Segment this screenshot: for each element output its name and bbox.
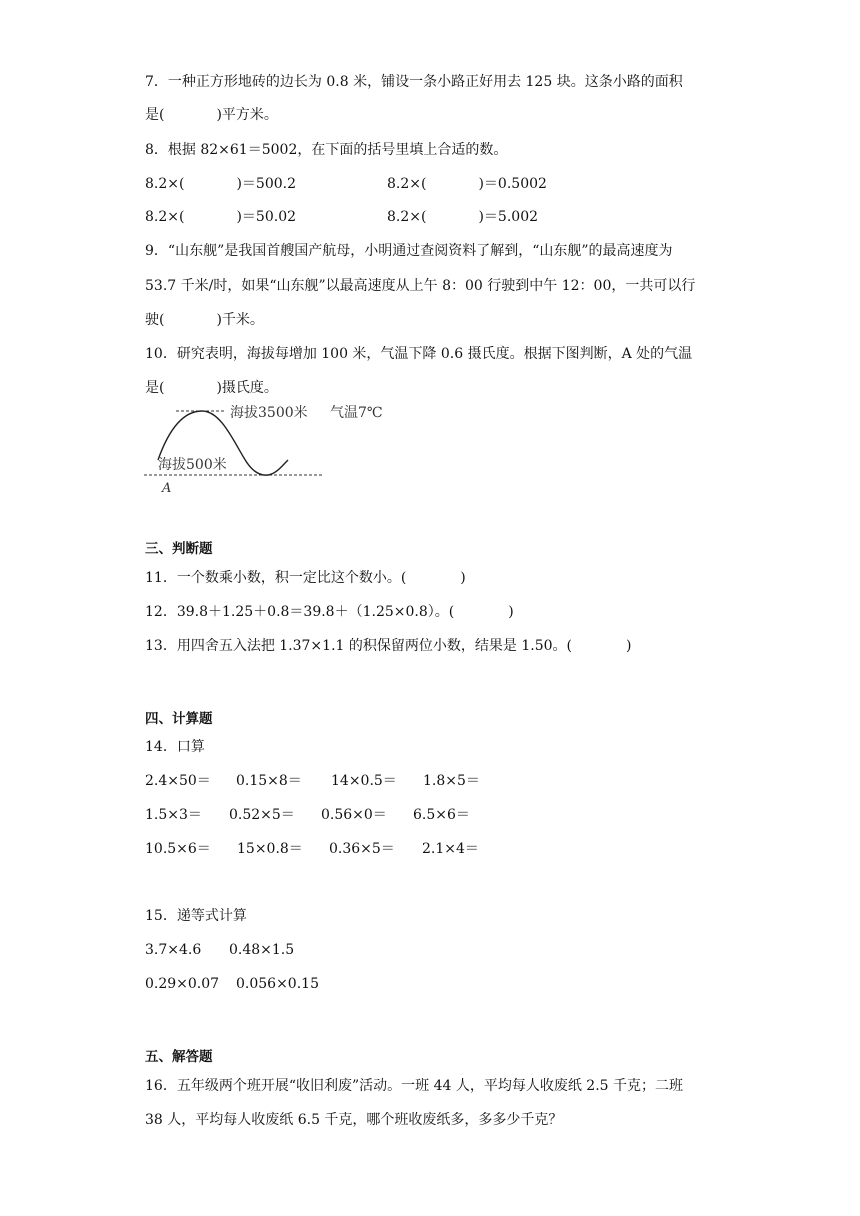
- q10-line1: 10．研究表明，海拔每增加 100 米，气温下降 0.6 摄氏度。根据下图判断，A 处的气温: [145, 346, 693, 362]
- q15-r1-c1: 3.7×4.6: [145, 942, 202, 958]
- q9-line1: 9．“山东舰”是我国首艘国产航母，小明通过查阅资料了解到，“山东舰”的最高速度为: [145, 243, 673, 259]
- q9-blank-open: 驶(: [145, 312, 165, 328]
- q14-r2-c3: 0.56×0＝: [321, 807, 387, 823]
- q14-r2-c1: 1.5×3＝: [145, 807, 202, 823]
- q14-r3-c4: 2.1×4＝: [422, 841, 479, 857]
- q15-r2-c1: 0.29×0.07: [145, 976, 220, 992]
- q11-close: ): [460, 570, 466, 586]
- q7-blank-close: )平方米。: [216, 107, 278, 123]
- label-point-a: A: [162, 481, 172, 496]
- q14-r3-c2: 15×0.8＝: [237, 841, 303, 857]
- q8-item-1: [145, 174, 296, 194]
- q10-line2: [145, 378, 278, 398]
- q14-r3-c1: 10.5×6＝: [145, 841, 211, 857]
- label-temperature: 气温7℃: [330, 405, 383, 421]
- q15-r2-c2: 0.056×0.15: [236, 976, 319, 992]
- q8-item-3: [145, 207, 296, 227]
- q13: [145, 636, 631, 656]
- q15-stem: 15．递等式计算: [145, 908, 247, 924]
- q14-r3-c3: 0.36×5＝: [329, 841, 395, 857]
- q14-r1-c4: 1.8×5＝: [423, 773, 480, 789]
- q10-blank-close: )摄氏度。: [216, 380, 278, 396]
- q7-line1: 7．一种正方形地砖的边长为 0.8 米，铺设一条小路正好用去 125 块。这条小路的面积: [145, 74, 683, 90]
- q11: [145, 568, 466, 588]
- q8-item-1-post: )＝500.2: [236, 176, 297, 192]
- q8-item-1-pre: 8.2×(: [145, 176, 185, 192]
- q8-stem: 8．根据 82×61＝5002，在下面的括号里填上合适的数。: [145, 142, 508, 158]
- q13-text: 13．用四舍五入法把 1.37×1.1 的积保留两位小数，结果是 1.50。(: [145, 638, 572, 654]
- q7-blank-open: 是(: [145, 107, 165, 123]
- section4-title: 四、计算题: [145, 711, 213, 727]
- q15-r1-c2: 0.48×1.5: [229, 942, 295, 958]
- q8-item-3-post: )＝50.02: [236, 209, 297, 225]
- q11-text: 11．一个数乘小数，积一定比这个数小。(: [145, 570, 407, 586]
- label-bottom-altitude: 海拔500米: [158, 457, 227, 473]
- q8-item-4-pre: 8.2×(: [387, 209, 427, 225]
- q14-r1-c2: 0.15×8＝: [236, 773, 302, 789]
- q9-line3: [145, 310, 264, 330]
- q8-item-3-pre: 8.2×(: [145, 209, 185, 225]
- q8-item-2-post: )＝0.5002: [478, 176, 547, 192]
- q10-blank-open: 是(: [145, 380, 165, 396]
- q14-stem: 14．口算: [145, 739, 205, 755]
- q12: [145, 602, 514, 622]
- q7-line2: [145, 105, 278, 125]
- q12-close: ): [508, 604, 514, 620]
- q14-r1-c3: 14×0.5＝: [331, 773, 397, 789]
- q16-line1: 16．五年级两个班开展“收旧利废”活动。一班 44 人，平均每人收废纸 2.5 千克；二班: [145, 1078, 684, 1094]
- q12-text: 12．39.8＋1.25＋0.8＝39.8＋（1.25×0.8）。(: [145, 604, 455, 620]
- q9-line2: 53.7 千米/时，如果“山东舰”以最高速度从上午 8：00 行驶到中午 12：00，一共可以行: [145, 278, 696, 294]
- label-top-altitude: 海拔3500米: [230, 405, 308, 421]
- q14-r2-c4: 6.5×6＝: [413, 807, 470, 823]
- q8-item-4: [387, 207, 538, 227]
- section3-title: 三、判断题: [145, 541, 213, 557]
- section5-title: 五、解答题: [145, 1049, 213, 1065]
- q8-item-2-pre: 8.2×(: [387, 176, 427, 192]
- q8-item-2: [387, 174, 547, 194]
- q13-close: ): [625, 638, 632, 654]
- q14-r2-c2: 0.52×5＝: [229, 807, 295, 823]
- q14-r1-c1: 2.4×50＝: [145, 773, 211, 789]
- q9-blank-close: )千米。: [216, 312, 264, 328]
- q16-line2: 38 人，平均每人收废纸 6.5 千克，哪个班收废纸多，多多少千克？: [145, 1112, 563, 1128]
- altitude-figure: [140, 398, 400, 498]
- q8-item-4-post: )＝5.002: [478, 209, 539, 225]
